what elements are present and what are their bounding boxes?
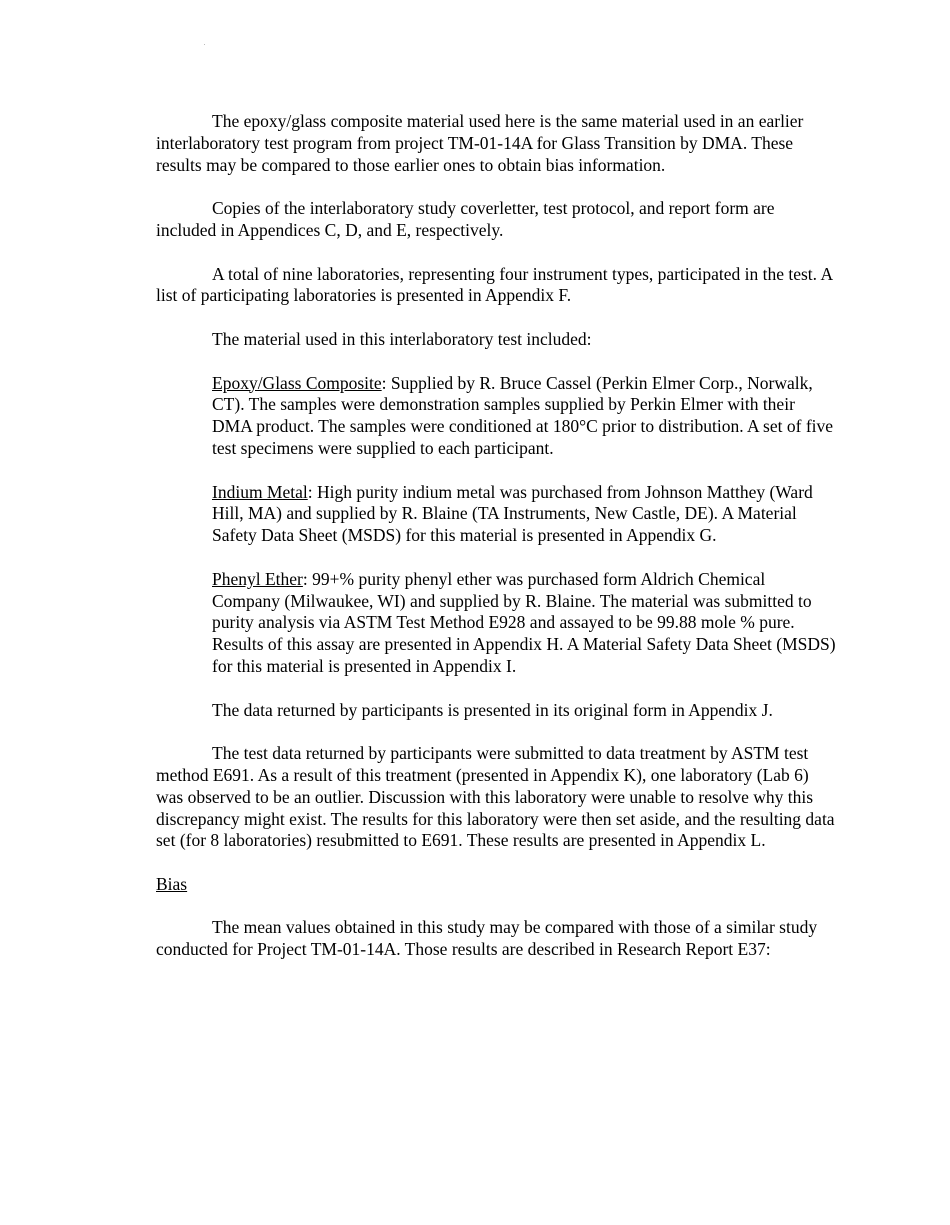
material-description: : High purity indium metal was purchased from Johnson Matthey (Ward Hill, MA) and supplied by R. Blaine (TA Instruments, New Castle, DE). A Material Safety Data Sheet (MSDS) for this material is presented in Appendix G.	[212, 481, 813, 546]
paragraph-appendices: Copies of the interlaboratory study coverletter, test protocol, and report form are included in Appendices C, D, and E, respectively.	[156, 198, 775, 240]
material-description: : Supplied by R. Bruce Cassel (Perkin Elmer Corp., Norwalk, CT). The samples were demonstration samples supplied by Perkin Elmer with their DMA product. The samples were conditioned at 180°C prior to distribution. A set of five test specimens were supplied to each participant.	[212, 372, 834, 458]
material-phenyl-ether	[212, 569, 836, 678]
material-epoxy-glass	[212, 373, 836, 460]
paragraph-materials-lead: The material used in this interlaboratory test included:	[212, 328, 592, 349]
material-name: Phenyl Ether	[212, 568, 303, 589]
paragraph-data-treatment: The test data returned by participants were submitted to data treatment by ASTM test method E691. As a result of this treatment (presented in Appendix K), one laboratory (Lab 6) was observed to be an outlier. Discussion with this laboratory were unable to resolve why this discrepancy might exist. The results for this laboratory were then set aside, and the resulting data set (for 8 laboratories) resubmitted to E691. These results are presented in Appendix L.	[156, 743, 835, 851]
paragraph-participants: A total of nine laboratories, representing four instrument types, participated in the test. A list of participating laboratories is presented in Appendix F.	[156, 263, 833, 306]
material-name: Indium Metal	[212, 481, 308, 502]
paragraph-material-intro: The epoxy/glass composite material used here is the same material used in an earlier interlaboratory test program from project TM-01-14A for Glass Transition by DMA. These results may be compared to those earlier ones to obtain bias information.	[156, 111, 804, 175]
document-page	[156, 111, 836, 983]
scan-speck	[204, 44, 205, 45]
material-name: Epoxy/Glass Composite	[212, 372, 382, 393]
section-heading-bias: Bias	[156, 873, 188, 894]
material-indium	[212, 482, 836, 547]
paragraph-bias: The mean values obtained in this study may be compared with those of a similar study conducted for Project TM-01-14A. Those results are described in Research Report E37:	[156, 917, 818, 960]
paragraph-data-returned: The data returned by participants is presented in its original form in Appendix J.	[212, 699, 773, 720]
material-description: : 99+% purity phenyl ether was purchased form Aldrich Chemical Company (Milwaukee, WI) and supplied by R. Blaine. The material was submitted to purity analysis via ASTM Test Method E928 and assayed to be 99.88 mole % pure. Results of this assay are presented in Appendix H. A Material Safety Data Sheet (MSDS) for this material is presented in Appendix I.	[212, 568, 836, 676]
